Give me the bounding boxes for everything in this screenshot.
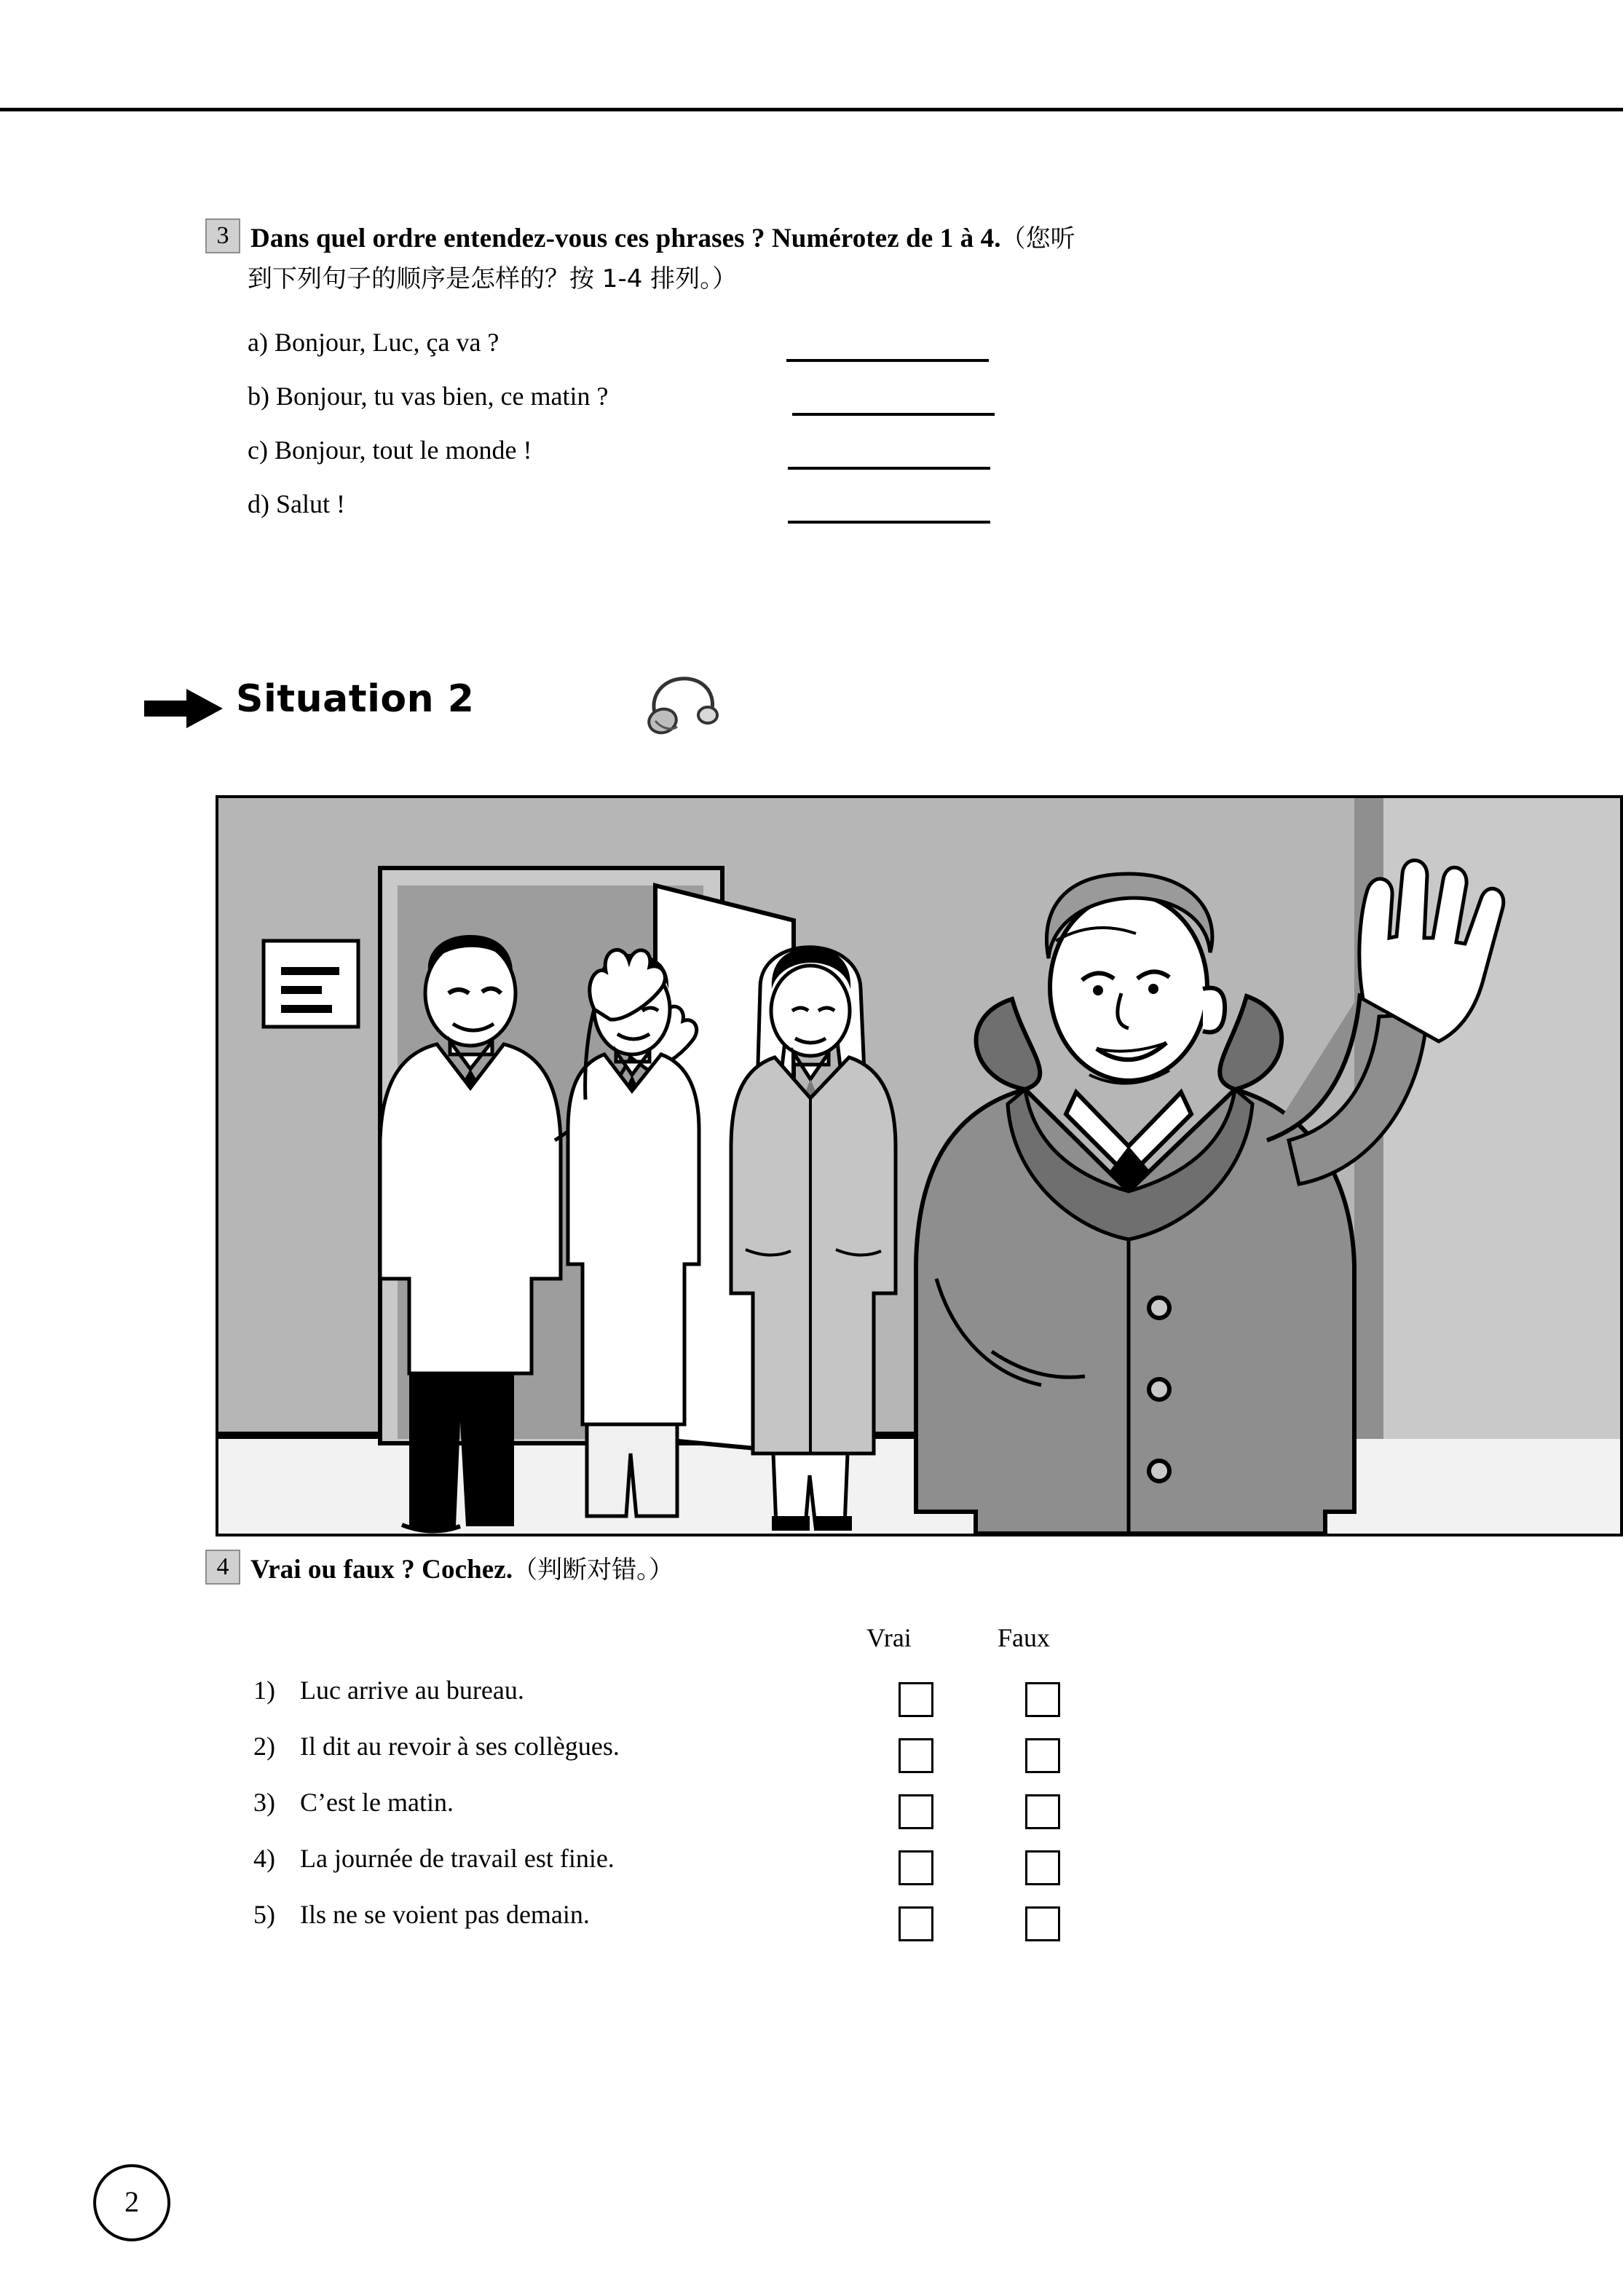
checkbox-faux[interactable] (1025, 1850, 1060, 1885)
item-text: Ils ne se voient pas demain. (300, 1900, 590, 1929)
checkbox-vrai[interactable] (899, 1906, 933, 1941)
exercise-3-prompt-cn-line1: （您听 (1000, 224, 1075, 253)
illustration-svg (218, 798, 1620, 1534)
checkbox-faux[interactable] (1025, 1738, 1060, 1773)
item-text: La journée de travail est finie. (300, 1844, 615, 1873)
checkbox-faux[interactable] (1025, 1682, 1060, 1717)
table-row (253, 1843, 1346, 1899)
exercise-3-answer-blank[interactable] (788, 467, 990, 470)
office-greeting-illustration (216, 795, 1623, 1536)
exercise-3 (205, 218, 1443, 543)
header-rule (0, 108, 1623, 111)
table-row (253, 1731, 1346, 1787)
exercise-3-answer-blank[interactable] (788, 521, 990, 524)
exercise-3-prompt-cn-line2: 到下列句子的顺序是怎样的？按 1-4 排列。） (248, 264, 738, 293)
item-index: 5) (253, 1900, 275, 1929)
item-index: 3) (253, 1788, 275, 1817)
checkbox-faux[interactable] (1025, 1794, 1060, 1829)
exercise-3-answer-blank[interactable] (792, 413, 995, 416)
exercise-3-prompt-fr: Dans quel ordre entendez-vous ces phrases ? Numérotez de 1 à 4. (250, 224, 1001, 253)
list-item (248, 381, 1443, 435)
checkbox-faux[interactable] (1025, 1906, 1060, 1941)
item-index: 2) (253, 1732, 275, 1761)
exercise-3-items (248, 327, 1443, 543)
item-index: 1) (253, 1676, 275, 1705)
list-item (248, 435, 1443, 489)
item-text: Luc arrive au bureau. (300, 1676, 524, 1705)
exercise-3-number: 3 (205, 218, 240, 253)
truefalse-column-headers (866, 1622, 1129, 1653)
list-item (248, 489, 1443, 543)
list-item (248, 327, 1443, 381)
item-text: Il dit au revoir à ses collègues. (300, 1732, 620, 1761)
checkbox-vrai[interactable] (899, 1682, 933, 1717)
exercise-4-number: 4 (205, 1550, 240, 1585)
exercise-4-items (253, 1675, 1346, 1955)
checkbox-vrai[interactable] (899, 1794, 933, 1829)
headphones-icon (645, 673, 721, 743)
page-number: 2 (93, 2164, 170, 2241)
checkbox-vrai[interactable] (899, 1738, 933, 1773)
exercise-3-item-label: b) Bonjour, tu vas bien, ce matin ? (248, 381, 609, 411)
exercise-4-prompt-cn: （判断对错。） (513, 1555, 674, 1585)
column-header-vrai: Vrai (866, 1623, 912, 1652)
situation-title: Situation 2 (236, 677, 475, 721)
column-header-faux: Faux (998, 1623, 1050, 1652)
exercise-3-item-label: d) Salut ! (248, 489, 345, 518)
right-arrow-icon (143, 686, 224, 735)
exercise-4 (205, 1550, 1443, 1585)
exercise-3-heading (205, 218, 1443, 254)
table-row (253, 1899, 1346, 1955)
checkbox-vrai[interactable] (899, 1850, 933, 1885)
exercise-3-item-label: a) Bonjour, Luc, ça va ? (248, 327, 499, 357)
table-row (253, 1675, 1346, 1731)
item-text: C’est le matin. (300, 1788, 454, 1817)
exercise-4-prompt-fr: Vrai ou faux ? Cochez. (250, 1555, 513, 1585)
item-index: 4) (253, 1844, 275, 1873)
exercise-3-answer-blank[interactable] (786, 359, 989, 362)
table-row (253, 1787, 1346, 1843)
exercise-3-item-label: c) Bonjour, tout le monde ! (248, 435, 532, 465)
exercise-4-heading (205, 1550, 1443, 1585)
